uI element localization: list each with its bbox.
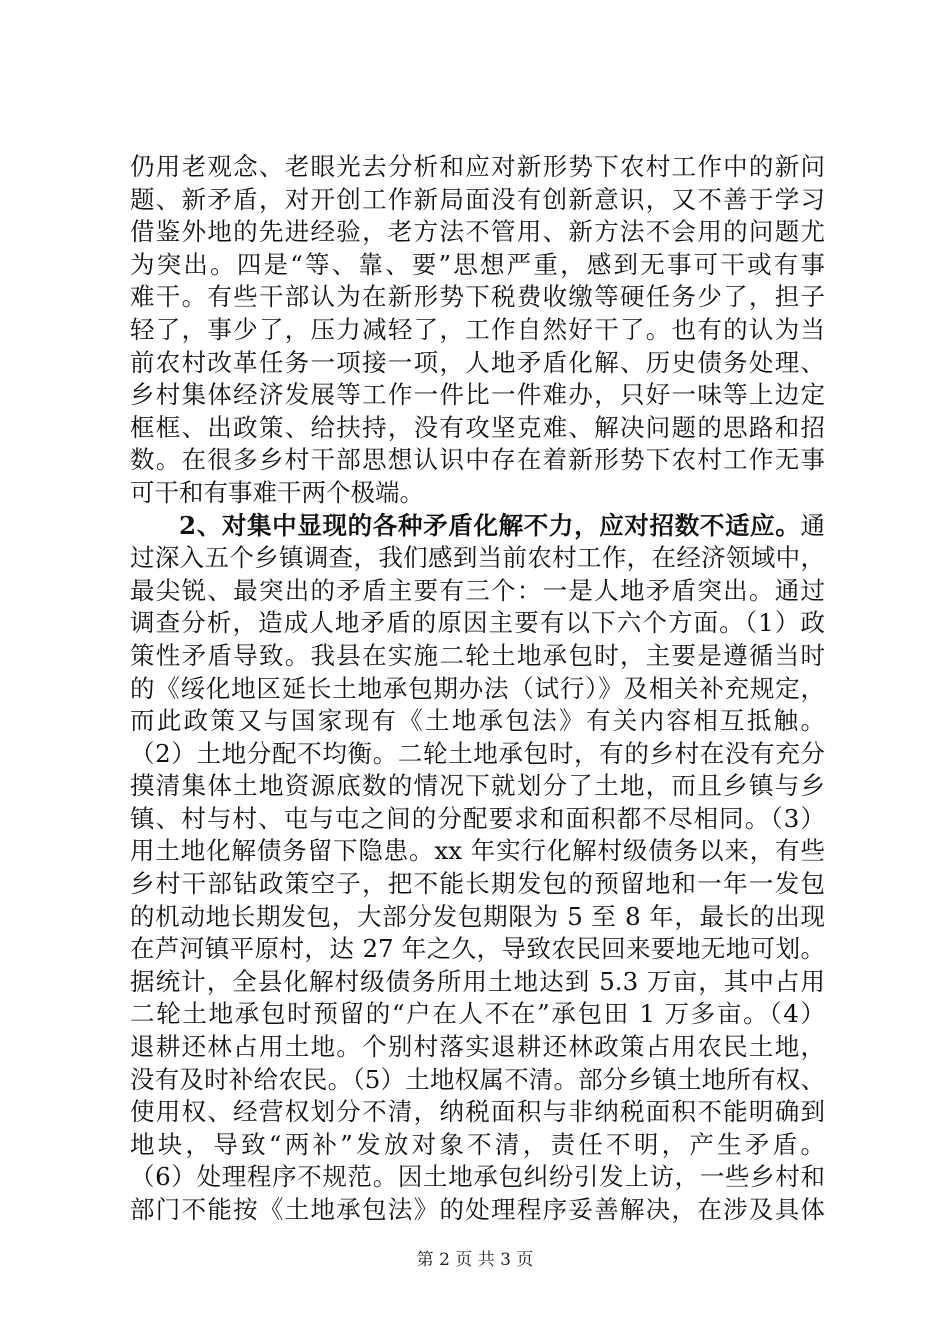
text-line: 的机动地长期发包，大部分发包期限为 5 至 8 年，最长的出现 [130, 901, 825, 931]
text-line: 退耕还林占用土地。个别村落实退耕还林政策占用农民土地， [130, 1032, 825, 1062]
text-line: 框框、出政策、给扶持，没有攻坚克难、解决问题的思路和招 [130, 412, 825, 442]
text-line: 前农村改革任务一项接一项，人地矛盾化解、历史债务处理、 [130, 347, 825, 377]
text-line: 没有及时补给农民。（5）土地权属不清。部分乡镇土地所有权、 [130, 1064, 825, 1094]
text-line: 乡村集体经济发展等工作一件比一件难办，只好一味等上边定 [130, 380, 825, 410]
page-footer [0, 1245, 950, 1270]
text-line: 调查分析，造成人地矛盾的原因主要有以下六个方面。（1）政 [130, 608, 825, 638]
text-line: 轻了，事少了，压力减轻了，工作自然好干了。也有的认为当 [130, 314, 825, 344]
text-line: 难干。有些干部认为在新形势下税费收缴等硬任务少了，担子 [130, 282, 825, 312]
text-line: （2）土地分配不均衡。二轮土地承包时，有的乡村在没有充分 [130, 738, 825, 768]
text-line: 二轮土地承包时预留的“户在人不在”承包田 1 万多亩。（4） [130, 999, 825, 1029]
text-line: 地块，导致“两补”发放对象不清，责任不明，产生矛盾。 [130, 1129, 825, 1159]
document-body [130, 151, 825, 1227]
text-line: 据统计，全县化解村级债务所用土地达到 5.3 万亩，其中占用 [130, 966, 825, 996]
text-line: 数。在很多乡村干部思想认识中存在着新形势下农村工作无事 [130, 445, 825, 475]
section-heading-line [130, 510, 825, 543]
text-line: 使用权、经营权划分不清，纳税面积与非纳税面积不能明确到 [130, 1097, 825, 1127]
section-heading: 2、对集中显现的各种矛盾化解不力，应对招数不适应。 [179, 510, 801, 540]
text-line: 可干和有事难干两个极端。 [130, 477, 424, 507]
text-line: （6）处理程序不规范。因土地承包纠纷引发上访，一些乡村和 [130, 1162, 825, 1192]
text-line: 在芦河镇平原村，达 27 年之久，导致农民回来要地无地可划。 [130, 934, 825, 964]
text-line: 用土地化解债务留下隐患。xx 年实行化解村级债务以来，有些 [130, 836, 825, 866]
text-line: 策性矛盾导致。我县在实施二轮土地承包时，主要是遵循当时 [130, 640, 825, 670]
text-line: 借鉴外地的先进经验，老方法不管用、新方法不会用的问题尤 [130, 217, 825, 247]
text-line: 题、新矛盾，对开创工作新局面没有创新意识，又不善于学习 [130, 184, 825, 214]
text-line: 最尖锐、最突出的矛盾主要有三个：一是人地矛盾突出。通过 [130, 575, 825, 605]
text-line: 乡村干部钻政策空子，把不能长期发包的预留地和一年一发包 [130, 869, 825, 899]
text-line: 为突出。四是“等、靠、要”思想严重，感到无事可干或有事 [130, 249, 825, 279]
text-line: 摸清集体土地资源底数的情况下就划分了土地，而且乡镇与乡 [130, 771, 825, 801]
text-line: 部门不能按《土地承包法》的处理程序妥善解决，在涉及具体 [130, 1195, 825, 1224]
heading-tail-text: 通 [800, 510, 825, 540]
text-line: 的《绥化地区延长土地承包期办法（试行）》及相关补充规定， [130, 673, 825, 703]
text-line: 镇、村与村、屯与屯之间的分配要求和面积都不尽相同。（3） [130, 803, 825, 833]
page-number-label: 第 2 页 共 3 页 [416, 1250, 534, 1270]
text-line: 过深入五个乡镇调查，我们感到当前农村工作，在经济领域中， [130, 543, 825, 573]
text-line: 仍用老观念、老眼光去分析和应对新形势下农村工作中的新问 [130, 152, 825, 181]
text-line: 而此政策又与国家现有《土地承包法》有关内容相互抵触。 [130, 706, 825, 736]
